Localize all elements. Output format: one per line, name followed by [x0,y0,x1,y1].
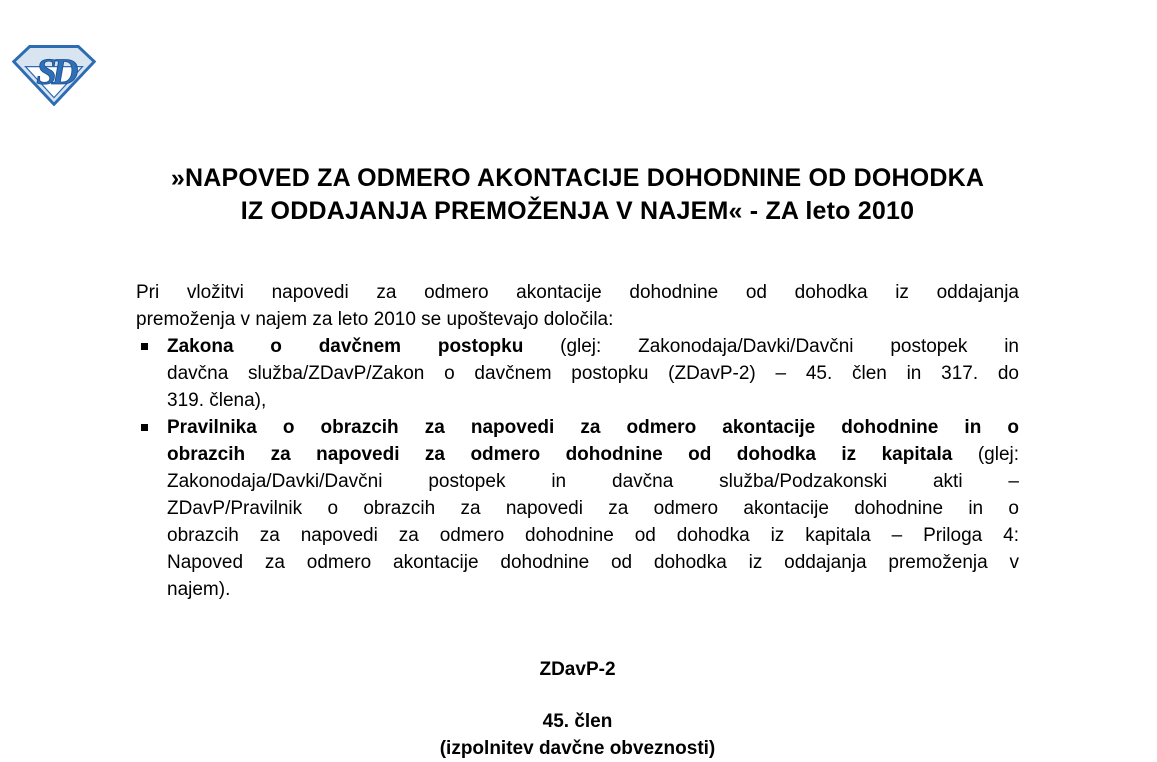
bullet-list [136,333,1019,603]
text-line: 319. člena), [167,390,267,411]
document-title-line-1: »NAPOVED ZA ODMERO AKONTACIJE DOHODNINE OD DOHODKA [170,164,985,192]
text-line: ZDavP/Pravilnik o obrazcih za napovedi za odmero akontacije dohodnine in o [167,498,1019,519]
bullet-square-icon [141,343,148,350]
bullet-item [136,333,1019,414]
text-line: Napoved za odmero akontacije dohodnine od dohodka iz oddajanja premoženja v [167,552,1019,573]
intro-paragraph [136,279,1019,333]
document-title-line-2: IZ ODDAJANJA PREMOŽENJA V NAJEM« - ZA leto 2010 [240,197,915,225]
text-line: obrazcih za napovedi za odmero dohodnine od dohodka iz kapitala – Priloga 4: [167,525,1019,546]
section-heading-zdavp2: ZDavP-2 [539,659,616,680]
logo-letters: SD [36,51,74,93]
text-line: najem). [167,579,231,600]
document-title [136,162,1019,228]
document-body [136,279,1019,762]
text-line: premoženja v najem za leto 2010 se upoštevajo določila: [136,309,614,330]
sd-shield-logo-icon [12,44,96,106]
text-line: Pravilnika o obrazcih za napovedi za odmero akontacije dohodnine in o [167,417,1019,438]
text-line: Zakona o davčnem postopku (glej: Zakonodaja/Davki/Davčni postopek in [167,336,1019,357]
article-subtitle-clipped: (izpolnitev davčne obveznosti) [439,738,716,759]
bullet-item [136,414,1019,603]
text-line: Zakonodaja/Davki/Davčni postopek in davčna služba/Podzakonski akti – [167,471,1019,492]
text-line: davčna služba/ZDavP/Zakon o davčnem postopku (ZDavP-2) – 45. člen in 317. do [167,363,1019,384]
article-heading-45-clen: 45. člen [542,711,613,732]
text-line: Pri vložitvi napovedi za odmero akontacije dohodnine od dohodka iz oddajanja [136,282,1019,303]
text-line: obrazcih za napovedi za odmero dohodnine od dohodka iz kapitala (glej: [167,444,1020,465]
bullet-square-icon [141,424,148,431]
